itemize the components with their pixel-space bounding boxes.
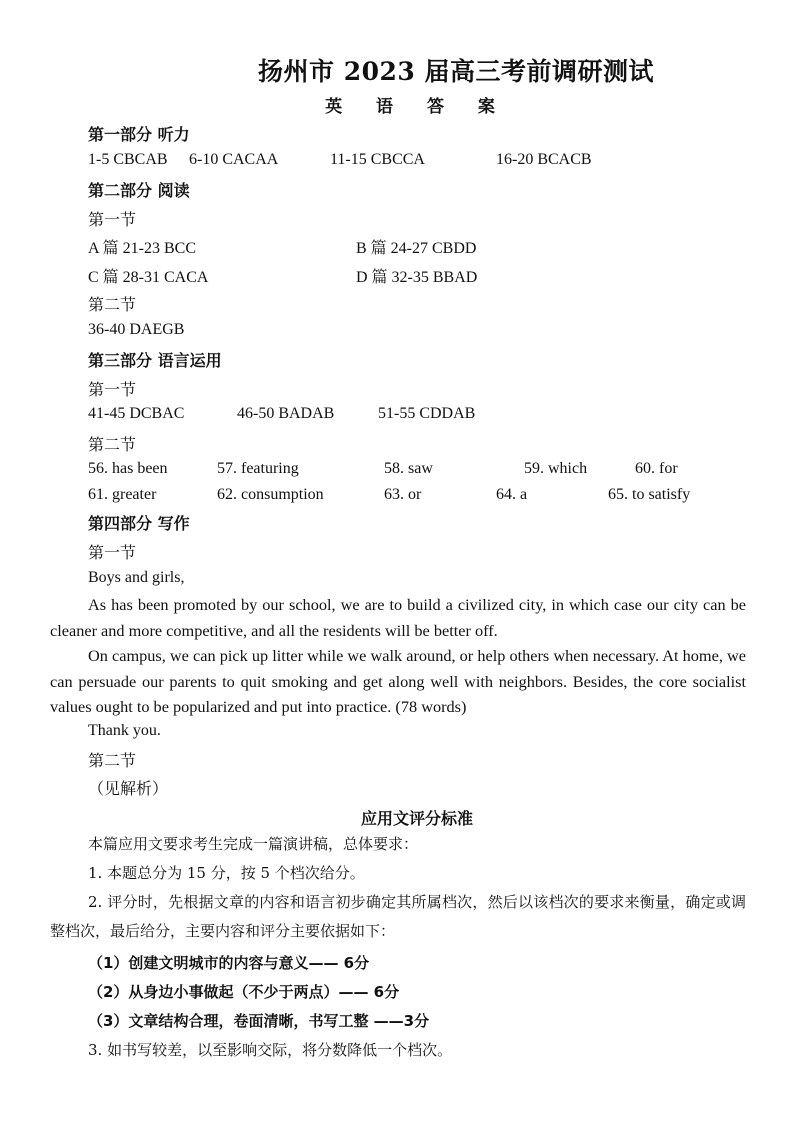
cloze-answer-64: 64. a (496, 486, 528, 503)
part1-answer-2: 6-10 CACAA (189, 151, 279, 168)
part3-section2-label: 第二节 (88, 435, 137, 454)
page-title: 扬州市 2023 届高三考前调研测试 (258, 57, 654, 86)
rubric-item-2: 2. 评分时，先根据文章的内容和语言初步确定其所属档次，然后以该档次的要求来衡量，确定或调整档次，最后给分，主要内容和评分主要依据如下： (50, 893, 746, 940)
cloze-answer-62: 62. consumption (217, 486, 324, 503)
rubric-item-3: 3. 如书写较差，以至影响交际，将分数降低一个档次。 (88, 1041, 453, 1059)
part3-answer-1: 41-45 DCBAC (88, 405, 185, 422)
part3-answer-2: 46-50 BADAB (237, 405, 335, 422)
rubric-criterion-1: （1）创建文明城市的内容与意义—— 6分 (88, 954, 370, 972)
part4-section1-label: 第一节 (88, 543, 137, 562)
essay-closing: Thank you. (88, 722, 161, 739)
essay-paragraph-1: As has been promoted by our school, we are to build a civilized city, in which case our city can be cleaner and more competitive, and all the residents will be better off. (50, 595, 746, 640)
cloze-answer-61: 61. greater (88, 486, 157, 503)
cloze-answer-58: 58. saw (384, 460, 433, 477)
part2-passage-a: A 篇 21-23 BCC (88, 240, 197, 257)
rubric-item-1: 1. 本题总分为 15 分，按 5 个档次给分。 (88, 864, 365, 882)
part3-answer-3: 51-55 CDDAB (378, 405, 476, 422)
part2-passage-b: B 篇 24-27 CBDD (356, 240, 477, 257)
part1-heading: 第一部分 听力 (88, 125, 190, 144)
part3-section1-label: 第一节 (88, 380, 137, 399)
essay-paragraph-2: On campus, we can pick up litter while we walk around, or help others when necessary. At home, we can persuade our parents to quit smoking and get along well with neighbors. Besides, the core socialist values ought to be popularized and put into practice. (78 words) (50, 646, 746, 716)
part2-section2-answers: 36-40 DAEGB (88, 321, 185, 338)
part2-section2-label: 第二节 (88, 295, 137, 314)
part3-heading: 第三部分 语言运用 (88, 351, 222, 370)
part1-answer-4: 16-20 BCACB (496, 151, 592, 168)
rubric-criterion-2: （2）从身边小事做起（不少于两点）—— 6分 (88, 983, 400, 1001)
part4-heading: 第四部分 写作 (88, 514, 190, 533)
cloze-answer-63: 63. or (384, 486, 422, 503)
part2-section1-label: 第一节 (88, 210, 137, 229)
essay-greeting: Boys and girls, (88, 569, 185, 586)
part1-answer-1: 1-5 CBCAB (88, 151, 168, 168)
part2-passage-c: C 篇 28-31 CACA (88, 269, 209, 286)
rubric-heading: 应用文评分标准 (360, 809, 473, 828)
rubric-intro: 本篇应用文要求考生完成一篇演讲稿，总体要求： (88, 835, 419, 853)
cloze-answer-56: 56. has been (88, 460, 168, 477)
part2-passage-d: D 篇 32-35 BBAD (356, 269, 478, 286)
part2-heading: 第二部分 阅读 (88, 181, 190, 200)
cloze-answer-59: 59. which (524, 460, 588, 477)
see-analysis-note: （见解析） (88, 779, 169, 798)
part1-answer-3: 11-15 CBCCA (330, 151, 425, 168)
cloze-answer-57: 57. featuring (217, 460, 299, 477)
cloze-answer-60: 60. for (635, 460, 678, 477)
cloze-answer-65: 65. to satisfy (608, 486, 691, 503)
rubric-criterion-3: （3）文章结构合理，卷面清晰，书写工整 ——3分 (88, 1012, 430, 1030)
part4-section2-label: 第二节 (88, 751, 137, 770)
page-subtitle: 英 语 答 案 (325, 97, 509, 117)
